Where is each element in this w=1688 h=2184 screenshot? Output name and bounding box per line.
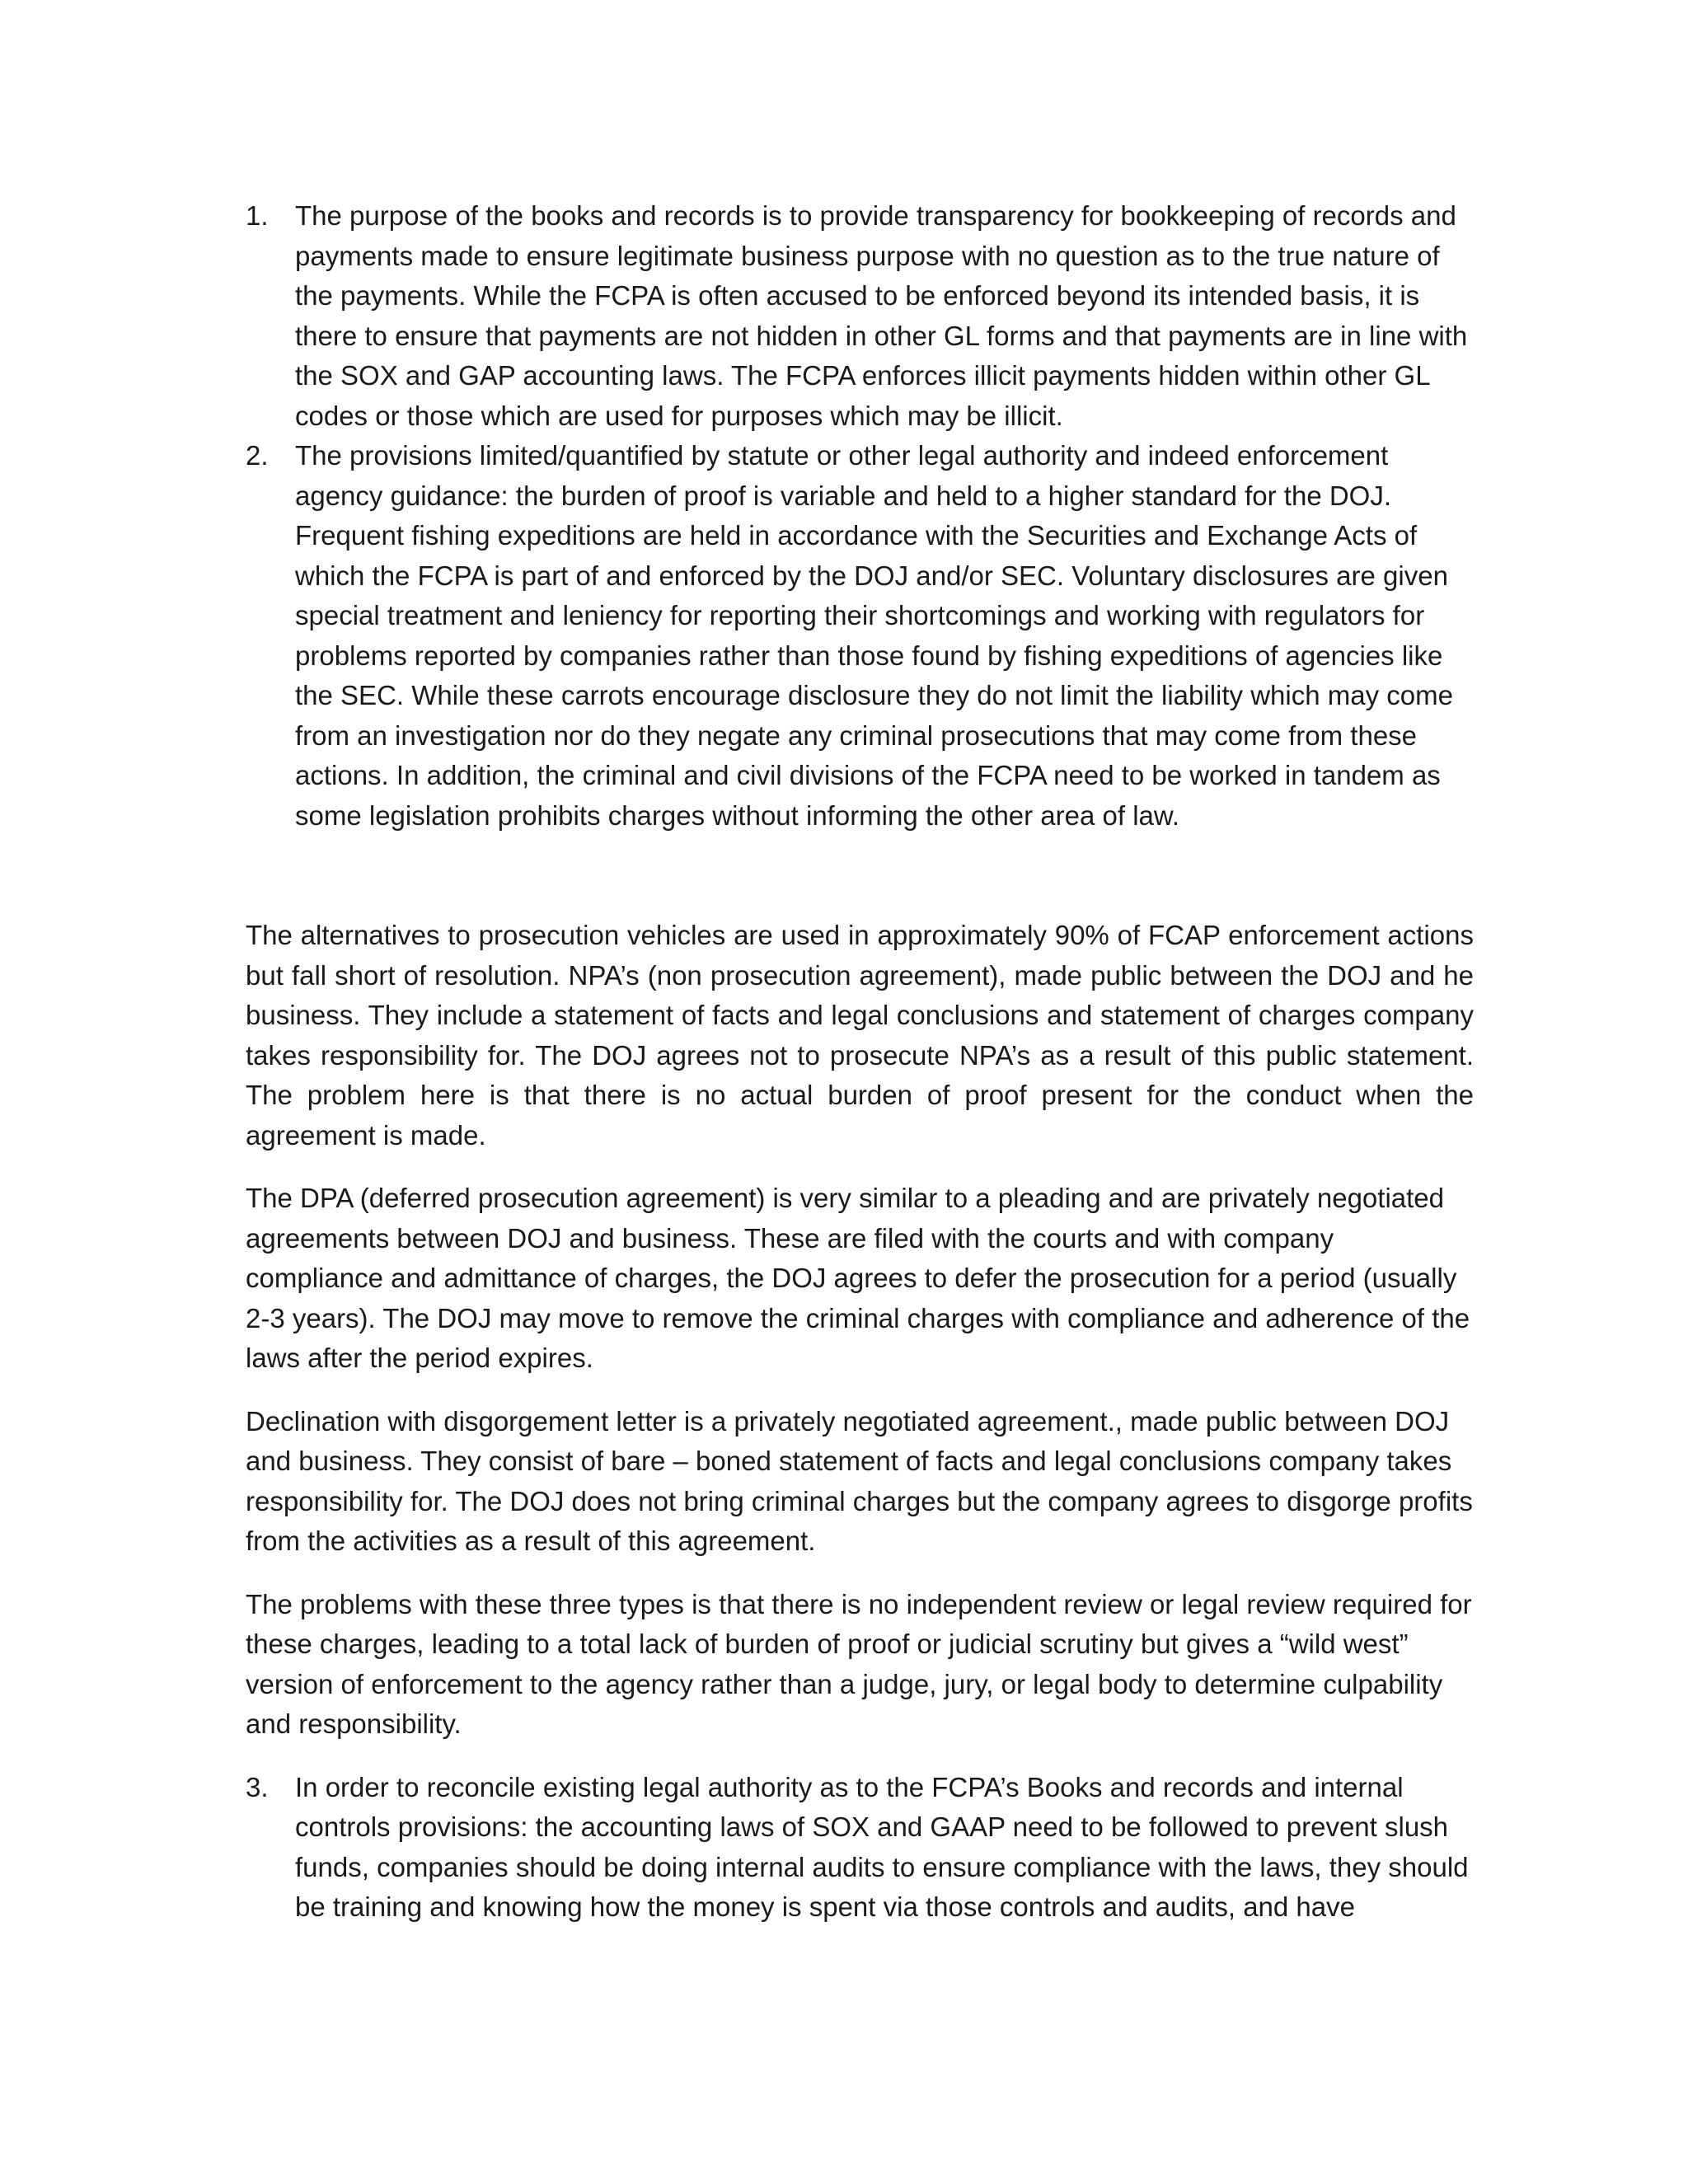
paragraph-dpa: The DPA (deferred prosecution agreement) is very similar to a pleading and are privately negotiated agreements between DOJ and business. These are filed with the courts and with company compliance and admittance of charges, the DOJ agrees to defer the prosecution for a period (usually 2-3 years). The DOJ may move to remove the criminal charges with compliance and adherence of the laws after the period expires. [246,1183,1470,1373]
list-item-text: The provisions limited/quantified by statute or other legal authority and indeed enforcement agency guidance: the burden of proof is variable and held to a higher standard for the DOJ. Frequent fishing expeditions are held in accordance with the Securities and Exchange Acts of which the FCPA is part of and enforced by the DOJ and/or SEC. Voluntary disclosures are given special treatment and leniency for reporting their shortcomings and working with regulators for problems reported by companies rather than those found by fishing expeditions of agencies like the SEC. While these carrots encourage disclosure they do not limit the liability which may come from an investigation nor do they negate any criminal prosecutions that may come from these actions. In addition, the criminal and civil divisions of the FCPA need to be worked in tandem as some legislation prohibits charges without informing the other area of law. [295,440,1453,831]
paragraph-problems: The problems with these three types is that there is no independent review or legal review required for these charges, leading to a total lack of burden of proof or judicial scrutiny but gives a “wild west” version of enforcement to the agency rather than a judge, jury, or legal body to determine culpability and responsibility. [246,1588,1472,1739]
spacer [246,836,1474,916]
spacer [246,1562,1474,1585]
list-item-text: In order to reconcile existing legal authority as to the FCPA’s Books and records and internal controls provisions: the accounting laws of SOX and GAAP need to be followed to prevent slush funds, companies should be doing internal audits to ensure compliance with the laws, they should be training and knowing how the money is spent via those controls and audits, and have [295,1771,1469,1922]
document-body [246,196,1474,1928]
list-number: 3. [246,1771,269,1802]
list-number: 1. [246,200,269,231]
list-item-2 [246,436,1474,836]
spacer [246,1745,1474,1768]
spacer [246,1155,1474,1179]
spacer [246,1379,1474,1402]
list-item-text: The purpose of the books and records is to provide transparency for bookkeeping of records and payments made to ensure legitimate business purpose with no question as to the true nature of the payments. While the FCPA is often accused to be enforced beyond its intended basis, it is there to ensure that payments are not hidden in other GL forms and that payments are in line with the SOX and GAP accounting laws. The FCPA enforces illicit payments hidden within other GL codes or those which are used for purposes which may be illicit. [295,200,1468,431]
list-item-1 [246,196,1474,436]
list-item-3 [246,1768,1474,1928]
paragraph-npa: The alternatives to prosecution vehicles are used in approximately 90% of FCAP enforcement actions but fall short of resolution. NPA’s (non prosecution agreement), made public between the DOJ and he business. They include a statement of facts and legal conclusions and statement of charges company takes responsibility for. The DOJ agrees not to prosecute NPA’s as a result of this public statement. The problem here is that there is no actual burden of proof present for the conduct when the agreement is made. [246,920,1474,1151]
list-number: 2. [246,440,269,471]
paragraph-declination: Declination with disgorgement letter is a privately negotiated agreement., made public between DOJ and business. They consist of bare – boned statement of facts and legal conclusions company takes responsibility for. The DOJ does not bring criminal charges but the company agrees to disgorge profits from the activities as a result of this agreement. [246,1405,1473,1556]
